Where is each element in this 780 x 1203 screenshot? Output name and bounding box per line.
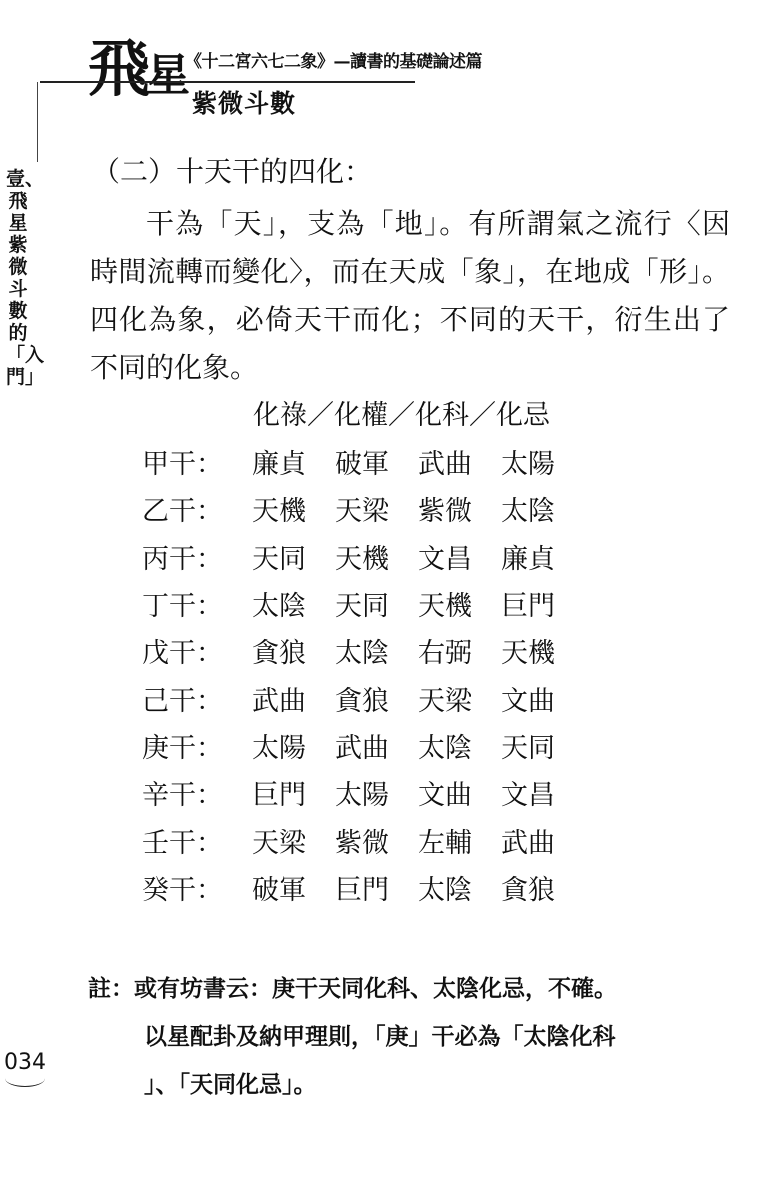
table-cell: 紫微	[335, 827, 389, 859]
table-cell: 太陰	[418, 732, 472, 764]
heavenly-stem-label: 辛干：	[142, 780, 223, 812]
section-title: （二）十天干的四化：	[92, 155, 373, 188]
footnote-line-1: 註：或有坊書云：庚干天同化科、太陰化忌，不確。	[88, 975, 617, 1002]
table-cell: 天梁	[252, 827, 306, 859]
table-row	[142, 722, 584, 769]
table-cell: 天機	[335, 543, 389, 575]
table-cell: 破軍	[252, 874, 306, 906]
table-cell: 天同	[335, 591, 389, 623]
heavenly-stem-label: 丙干：	[142, 543, 223, 575]
table-cell: 貪狼	[501, 874, 555, 906]
logo-char-xing: 星	[146, 50, 191, 101]
page-number-arc	[5, 1070, 45, 1087]
table-cell: 太陰	[418, 874, 472, 906]
heavenly-stem-label: 壬干：	[142, 827, 223, 859]
table-cell: 太陰	[335, 638, 389, 670]
table-cell: 太陰	[252, 591, 306, 623]
table-row	[142, 816, 584, 863]
table-cell: 文昌	[501, 780, 555, 812]
heavenly-stem-label: 癸干：	[142, 874, 223, 906]
table-cell: 左輔	[418, 827, 472, 859]
table-cell: 文曲	[501, 685, 555, 717]
table-cell: 太陽	[501, 449, 555, 481]
table-cell: 武曲	[335, 732, 389, 764]
table-row	[142, 533, 584, 580]
table-cell: 巨門	[252, 780, 306, 812]
heavenly-stem-label: 丁干：	[142, 591, 223, 623]
table-cell: 廉貞	[501, 543, 555, 575]
header-vertical-rule	[37, 82, 38, 162]
header-rule	[40, 81, 415, 83]
four-transformations-table	[142, 438, 584, 911]
series-title: 《十二宮六七二象》—讀書的基礎論述篇	[185, 52, 482, 72]
table-row	[142, 674, 584, 721]
footnote-line-2: 以星配卦及納甲理則，「庚」干必為「太陰化科	[144, 1023, 616, 1050]
table-cell: 貪狼	[335, 685, 389, 717]
page-number: 034	[4, 1050, 46, 1075]
table-cell: 紫微	[418, 496, 472, 528]
table-cell: 武曲	[501, 827, 555, 859]
table-row	[142, 864, 584, 911]
table-cell: 天機	[252, 496, 306, 528]
table-cell: 天機	[501, 638, 555, 670]
table-cell: 貪狼	[252, 638, 306, 670]
table-cell: 天同	[501, 732, 555, 764]
table-column-header: 化祿／化權／化科／化忌	[253, 400, 550, 431]
table-cell: 天機	[418, 591, 472, 623]
heavenly-stem-label: 甲干：	[142, 449, 223, 481]
side-chapter-caption: 壹、飛星紫微斗數的「入門」	[6, 168, 45, 388]
table-row	[142, 485, 584, 532]
table-cell: 巨門	[335, 874, 389, 906]
table-cell: 右弼	[418, 638, 472, 670]
table-cell: 破軍	[335, 449, 389, 481]
table-row	[142, 580, 584, 627]
heavenly-stem-label: 乙干：	[142, 496, 223, 528]
table-cell: 太陰	[501, 496, 555, 528]
footnote	[88, 965, 733, 1109]
table-cell: 天同	[252, 543, 306, 575]
heavenly-stem-label: 己干：	[142, 685, 223, 717]
table-cell: 巨門	[501, 591, 555, 623]
table-cell: 武曲	[252, 685, 306, 717]
table-cell: 太陽	[335, 780, 389, 812]
body-paragraph: 干為「天」，支為「地」。有所謂氣之流行〈因時間流轉而變化〉，而在天成「象」，在地成「形」。四化為象，必倚天干而化；不同的天干，衍生出了不同的化象。	[90, 207, 730, 384]
book-subtitle: 紫微斗數	[192, 89, 297, 118]
logo-char-fei: 飛	[88, 32, 147, 105]
table-cell: 天梁	[335, 496, 389, 528]
book-logo	[88, 32, 191, 105]
table-cell: 太陽	[252, 732, 306, 764]
table-cell: 文曲	[418, 780, 472, 812]
heavenly-stem-label: 庚干：	[142, 732, 223, 764]
table-row	[142, 627, 584, 674]
table-row	[142, 438, 584, 485]
heavenly-stem-label: 戊干：	[142, 638, 223, 670]
table-cell: 武曲	[418, 449, 472, 481]
footnote-line-3: 」、「天同化忌」。	[144, 1071, 317, 1098]
table-cell: 廉貞	[252, 449, 306, 481]
table-cell: 文昌	[418, 543, 472, 575]
table-row	[142, 769, 584, 816]
table-cell: 天梁	[418, 685, 472, 717]
